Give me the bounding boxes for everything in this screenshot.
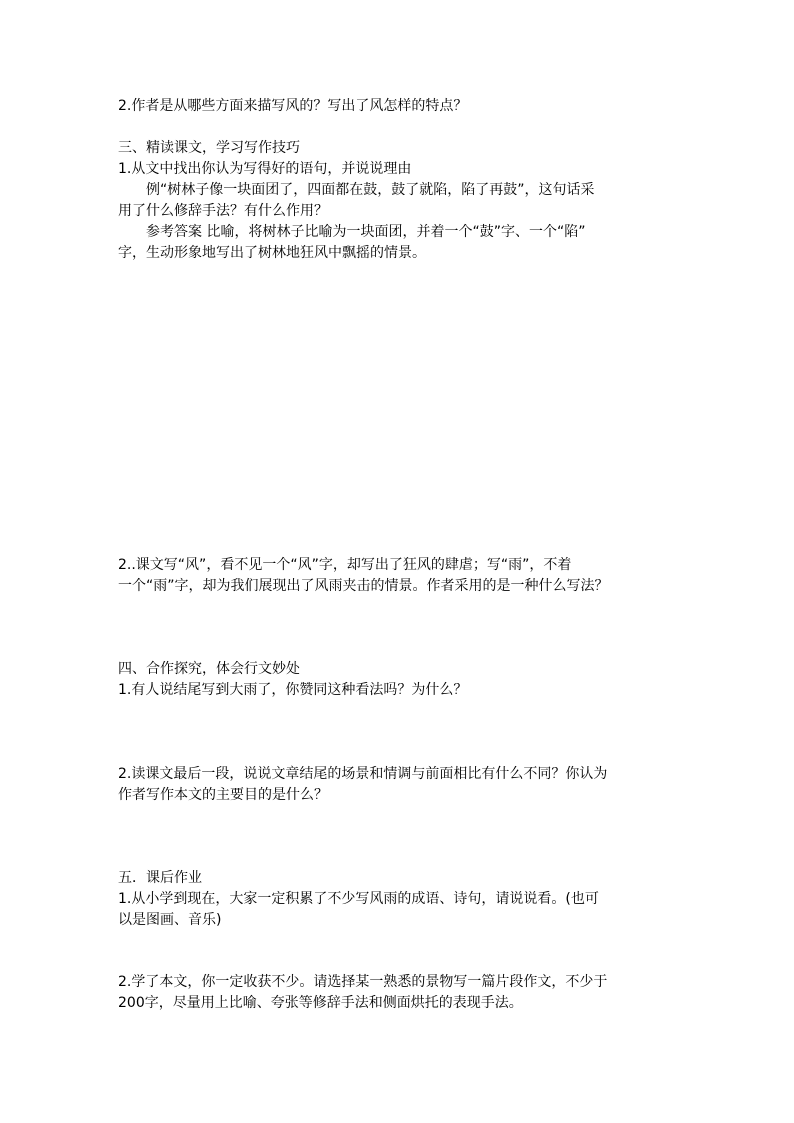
section-4-question-2-line-1: 2.读课文最后一段，说说文章结尾的场景和情调与前面相比有什么不同？你认为 [118, 766, 608, 782]
section-3-answer-line-1: 参考答案 比喻，将树林子比喻为一块面团，并着一个“鼓”字、一个“陷” [146, 224, 586, 240]
section-3-question-2-line-2: 一个“雨”字，却为我们展现出了风雨夹击的情景。作者采用的是一种什么写法？ [118, 578, 609, 594]
section-4-question-1: 1.有人说结尾写到大雨了，你赞同这种看法吗？为什么？ [118, 682, 468, 698]
section-4-heading: 四、合作探究，体会行文妙处 [118, 661, 300, 677]
section-3-answer-line-2: 字，生动形象地写出了树林地狂风中飘摇的情景。 [118, 245, 426, 261]
section-5-question-2-line-1: 2.学了本文，你一定收获不少。请选择某一熟悉的景物写一篇片段作文，不少于 [118, 974, 608, 990]
section-3-example-line-1: 例“树林子像一块面团了，四面都在鼓，鼓了就陷，陷了再鼓”，这句话采 [146, 182, 595, 198]
section-3-question-2-line-1: 2..课文写“风”，看不见一个“风”字，却写出了狂风的肆虐；写“雨”，不着 [118, 557, 572, 573]
section-4-question-2-line-2: 作者写作本文的主要目的是什么？ [118, 787, 328, 803]
section-5-question-1-line-2: 以是图画、音乐) [118, 912, 222, 928]
section-5-question-2-line-2: 200字，尽量用上比喻、夸张等修辞手法和侧面烘托的表现手法。 [118, 995, 523, 1011]
section-5-heading: 五．课后作业 [118, 870, 202, 886]
question-wind-features: 2.作者是从哪些方面来描写风的？写出了风怎样的特点？ [118, 98, 468, 114]
section-3-example-line-2: 用了什么修辞手法？有什么作用？ [118, 203, 328, 219]
section-5-question-1-line-1: 1.从小学到现在，大家一定积累了不少写风雨的成语、诗句，请说说看。(也可 [118, 891, 599, 907]
section-3-question-1: 1.从文中找出你认为写得好的语句，并说说理由 [118, 161, 412, 177]
section-3-heading: 三、精读课文，学习写作技巧 [118, 140, 300, 156]
